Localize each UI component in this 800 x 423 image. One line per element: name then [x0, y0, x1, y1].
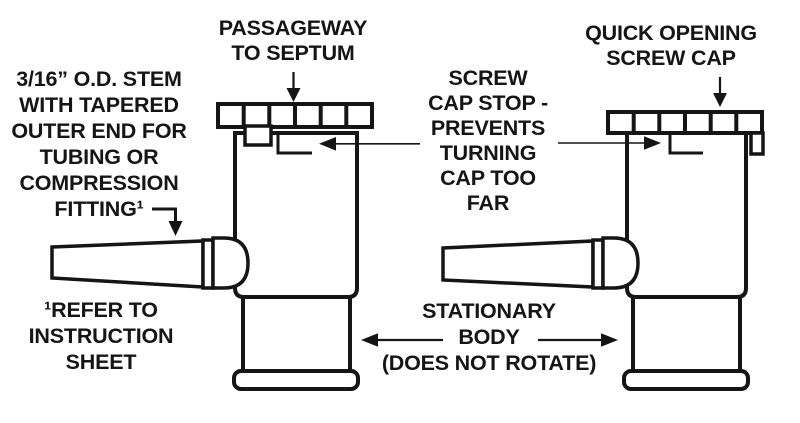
- label-line: QUICK OPENING: [585, 21, 757, 45]
- label-line: INSTRUCTION: [28, 324, 174, 348]
- label-line: BODY: [458, 325, 520, 349]
- label-line: FAR: [466, 191, 510, 215]
- label-line: (DOES NOT ROTATE): [381, 351, 597, 375]
- label-line: CAP STOP -: [428, 91, 548, 115]
- right-stem-ferrule: [603, 238, 638, 288]
- refer-footnote-label: [0, 297, 251, 375]
- stationary-body-label: [339, 298, 639, 376]
- quick-opening-arrow: [713, 77, 727, 107]
- label-line: SCREW: [448, 66, 528, 90]
- label-line: SHEET: [65, 350, 137, 374]
- left-lower-body: [243, 297, 350, 372]
- label-line: OUTER END FOR: [11, 119, 187, 143]
- label-line: CAP TOO: [440, 166, 536, 190]
- left-stem: [52, 241, 203, 287]
- label-line: TUBING OR: [39, 145, 159, 169]
- label-line: ¹REFER TO: [44, 298, 158, 322]
- screw-cap-stop-label: [338, 66, 638, 216]
- quick-opening-label: [521, 21, 800, 71]
- label-line: TURNING: [439, 141, 537, 165]
- stem-label: [0, 66, 249, 222]
- right-base-flange: [624, 371, 748, 389]
- label-line: STATIONARY: [422, 299, 556, 323]
- passageway-arrow: [287, 72, 301, 102]
- label-line: COMPRESSION: [19, 171, 179, 195]
- label-line: TO SEPTUM: [231, 40, 355, 65]
- right-body: [627, 133, 746, 297]
- right-lower-body: [633, 297, 740, 372]
- right-stem: [443, 241, 593, 287]
- left-stem-ferrule: [213, 238, 248, 288]
- passageway-label: [143, 16, 443, 65]
- label-line: PREVENTS: [430, 116, 546, 140]
- label-line: WITH TAPERED: [19, 93, 179, 117]
- label-line: 3/16” O.D. STEM: [16, 67, 182, 91]
- right-cap-tab: [751, 133, 763, 154]
- label-line: FITTING¹: [54, 197, 144, 221]
- label-line: SCREW CAP: [606, 46, 736, 70]
- label-line: PASSAGEWAY: [218, 16, 368, 40]
